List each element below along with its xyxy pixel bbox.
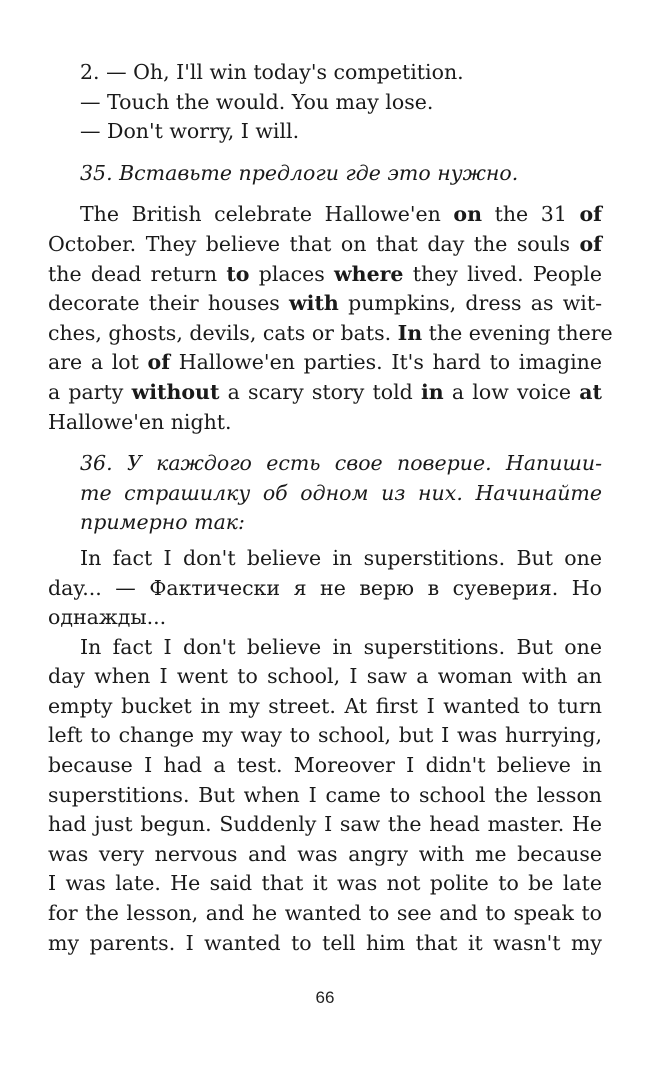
exercise-35-heading: 35. Вставьте предлоги где это нужно. (80, 160, 519, 185)
text-line: Hallowe'en night. (48, 409, 232, 434)
text-line: empty bucket in my street. At first I wanted to turn (48, 693, 602, 718)
preposition: in (420, 379, 444, 404)
exercise-36-intro (48, 544, 602, 633)
text-line: was very nervous and was angry with me because (48, 841, 602, 866)
exercise-35-text (48, 200, 613, 437)
preposition: of (579, 202, 602, 227)
text-line: for the lesson, and he wanted to see and to speak to (48, 901, 602, 926)
heading-line: примерно так: (80, 510, 245, 535)
preposition: at (579, 379, 602, 404)
text-line: day... — Фактически я не верю в суеверия. Но (48, 575, 602, 600)
text-line: had just begun. Suddenly I saw the head master. He (48, 812, 602, 837)
exercise-36-story (48, 633, 602, 959)
text-line: because I had a test. Moreover I didn't believe in (48, 753, 602, 778)
text-line: In fact I don't believe in superstitions. But one (80, 545, 602, 570)
text-line: I was late. He said that it was not polite to be late (48, 871, 602, 896)
preposition: with (289, 291, 339, 316)
dialogue-block (48, 58, 602, 147)
preposition: of (579, 231, 602, 256)
preposition: of (147, 350, 171, 375)
dialogue-line: 2. — Oh, I'll win today's competition. (80, 60, 464, 84)
text-line: ches, ghosts, devils, cats or bats. In the evening there (48, 320, 613, 345)
page-number: 66 (315, 988, 335, 1007)
exercise-36-heading (48, 449, 602, 538)
text-line: my parents. I wanted to tell him that it wasn't my (48, 930, 602, 955)
text-line: left to change my way to school, but I was hurrying, (48, 723, 602, 748)
heading-line: 36. У каждого есть свое поверие. Напиши- (80, 451, 602, 476)
preposition: to (226, 261, 250, 286)
preposition: on (453, 202, 482, 227)
page-content (48, 58, 613, 958)
text-line: In fact I don't believe in superstitions. But one (80, 634, 602, 659)
text-line: are a lot of Hallowe'en parties. It's hard to imagine (48, 350, 603, 375)
text-line: superstitions. But when I came to school the lesson (48, 782, 602, 807)
text-line: October. They believe that on that day the souls of (48, 231, 602, 256)
preposition: where (334, 261, 404, 286)
dialogue-line: — Don't worry, I will. (80, 119, 300, 144)
text-line: a party without a scary story told in a low voice at (48, 379, 602, 404)
preposition: without (131, 379, 220, 404)
text-line: The British celebrate Hallowe'en on the 31 of (80, 202, 602, 227)
text-line: the dead return to places where they lived. People (48, 261, 602, 286)
text-line: decorate their houses with pumpkins, dress as wit- (48, 291, 602, 316)
dialogue-line: — Touch the would. You may lose. (80, 89, 434, 114)
text-line: day when I went to school, I saw a woman with an (48, 664, 602, 689)
text-line: однажды... (48, 605, 167, 630)
preposition: In (397, 320, 423, 345)
heading-line: те страшилку об одном из них. Начинайте (80, 480, 602, 505)
